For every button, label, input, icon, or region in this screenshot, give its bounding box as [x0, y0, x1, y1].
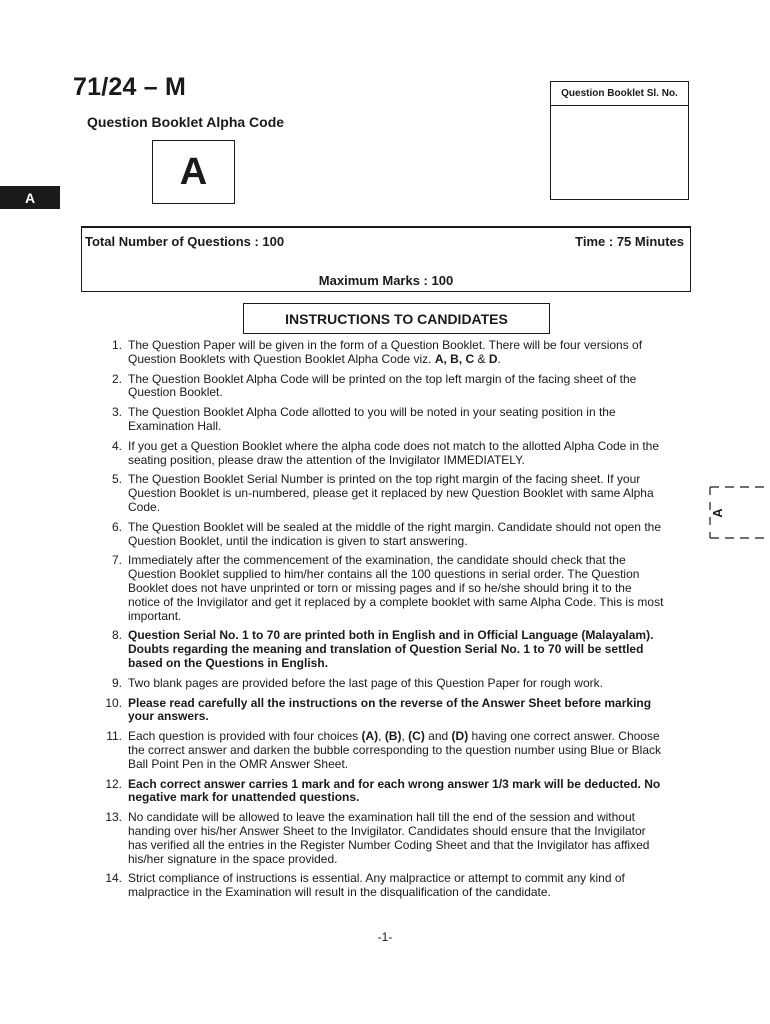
option-d: (D) — [451, 729, 469, 744]
info-box — [81, 226, 691, 292]
instruction-number: 9. — [111, 675, 122, 690]
instruction-text: . — [497, 351, 501, 366]
option-b: (B) — [384, 729, 402, 744]
instruction-number: 5. — [111, 472, 122, 487]
instruction-item — [0, 521, 665, 549]
instruction-number: 11. — [106, 729, 122, 744]
instruction-text: Please read carefully all the instructions on the reverse of the Answer Sheet before marking your answers. — [128, 695, 652, 724]
instruction-item — [0, 677, 665, 691]
instruction-number: 6. — [111, 519, 122, 534]
option-c: (C) — [408, 729, 425, 744]
seal-margin-letter: A — [710, 508, 725, 518]
time-limit: Time : 75 Minutes — [575, 234, 684, 249]
instruction-text: The Question Booklet Alpha Code will be printed on the top left margin of the facing sheet of the Question Booklet. — [128, 371, 637, 400]
instruction-number: 12. — [105, 776, 122, 791]
instruction-text: & — [474, 351, 489, 366]
page-number: -1- — [377, 930, 393, 944]
instruction-bold: D — [488, 351, 498, 366]
instruction-number: 3. — [111, 405, 122, 420]
instruction-item: 11. Each question is provided with four choices (A), (B), (C) and (D) having one correct answer. Choose the correct answer and darken the bubble corresponding to the question number using Blue or Black Ball Point Pen in the OMR Answer Sheet. — [0, 730, 665, 771]
instruction-text: Immediately after the commencement of the examination, the candidate should check that the Question Booklet supplied to him/her contains all the 100 questions in serial order. The Question Booklet does not have unprinted or torn or missing pages and if so he/she should bring it to the notice of the Invigilator and get it replaced by a complete booklet with same Alpha Code. This is most important. — [128, 553, 664, 623]
instruction-text: Strict compliance of instructions is essential. Any malpractice or attempt to commit any kind of malpractice in the Examination will result in the disqualification of the candidate. — [128, 871, 625, 900]
instruction-text: If you get a Question Booklet where the alpha code does not match to the allotted Alpha Code in the seating position, please draw the attention of the Invigilator IMMEDIATELY. — [128, 438, 660, 467]
instructions-title: INSTRUCTIONS TO CANDIDATES — [243, 303, 550, 334]
option-a: (A) — [361, 729, 379, 744]
alpha-code: A — [179, 150, 208, 193]
instruction-text: The Question Paper will be given in the form of a Question Booklet. There will be four versions of Question Booklets with Question Booklet Alpha Code viz. — [128, 338, 643, 366]
side-tab-label: A — [24, 189, 36, 206]
instruction-number: 8. — [111, 628, 122, 643]
instruction-number: 7. — [111, 553, 122, 568]
paper-code: 71/24 – M — [73, 73, 186, 101]
side-tab — [0, 186, 60, 209]
instruction-number: 4. — [111, 438, 122, 453]
serial-number-box — [550, 81, 689, 200]
instruction-text: Question Serial No. 1 to 70 are printed both in English and in Official Language (Malayalam). Doubts regarding the meaning and translation of Question Serial No. 1 to 70 will be settled based on the Questions in English. — [128, 628, 654, 670]
instruction-text: No candidate will be allowed to leave the examination hall till the end of the session and without handing over his/her Answer Sheet to the Invigilator. Candidates should ensure that the Invigilator has verified all the entries in the Register Number Coding Sheet and that the Invigilator has affixed his/her signature in the space provided. — [128, 810, 650, 866]
instruction-number: 10. — [105, 695, 122, 710]
instruction-item — [0, 697, 665, 725]
instruction-text: The Question Booklet Alpha Code allotted to you will be noted in your seating position in the Examination Hall. — [128, 405, 616, 433]
instruction-item — [0, 406, 665, 434]
instruction-item — [0, 872, 665, 900]
instruction-text: having one correct answer. Choose the correct answer and darken the bubble corresponding to the question number using Blue or Black Ball Point Pen in the OMR Answer Sheet. — [128, 729, 661, 771]
alpha-code-box — [152, 140, 235, 204]
instruction-number: 14. — [105, 871, 122, 886]
instruction-item — [0, 811, 665, 866]
instruction-item — [0, 373, 665, 401]
instruction-text: Each correct answer carries 1 mark and for each wrong answer 1/3 mark will be deducted. No negative mark for unattended questions. — [128, 776, 661, 805]
instruction-item — [0, 473, 665, 514]
instruction-text: Two blank pages are provided before the last page of this Question Paper for rough work. — [128, 675, 603, 690]
alpha-code-label: Question Booklet Alpha Code — [87, 114, 285, 130]
instruction-item — [0, 339, 665, 367]
instruction-text: The Question Booklet will be sealed at the middle of the right margin. Candidate should not open the Question Booklet, until the indication is given to start answering. — [128, 519, 661, 548]
instruction-item — [0, 554, 665, 623]
instruction-item — [0, 629, 665, 670]
instruction-item — [0, 440, 665, 468]
instruction-number: 13. — [105, 810, 122, 825]
instruction-number: 2. — [111, 371, 122, 386]
maximum-marks: Maximum Marks : 100 — [318, 273, 454, 288]
instruction-number: 1. — [111, 338, 122, 352]
total-questions: Total Number of Questions : 100 — [85, 234, 285, 249]
instruction-item — [0, 778, 665, 806]
instruction-bold: A, B, C — [434, 351, 475, 366]
serial-number-label: Question Booklet Sl. No. — [551, 82, 688, 106]
instruction-text: The Question Booklet Serial Number is printed on the top right margin of the facing sheet. If your Question Booklet is un-numbered, please get it replaced by new Question Booklet with same Alpha Code. — [128, 472, 654, 514]
seal-margin-mark — [708, 484, 770, 540]
instructions-list — [0, 339, 770, 906]
instruction-text: Each question is provided with four choices — [128, 729, 362, 744]
